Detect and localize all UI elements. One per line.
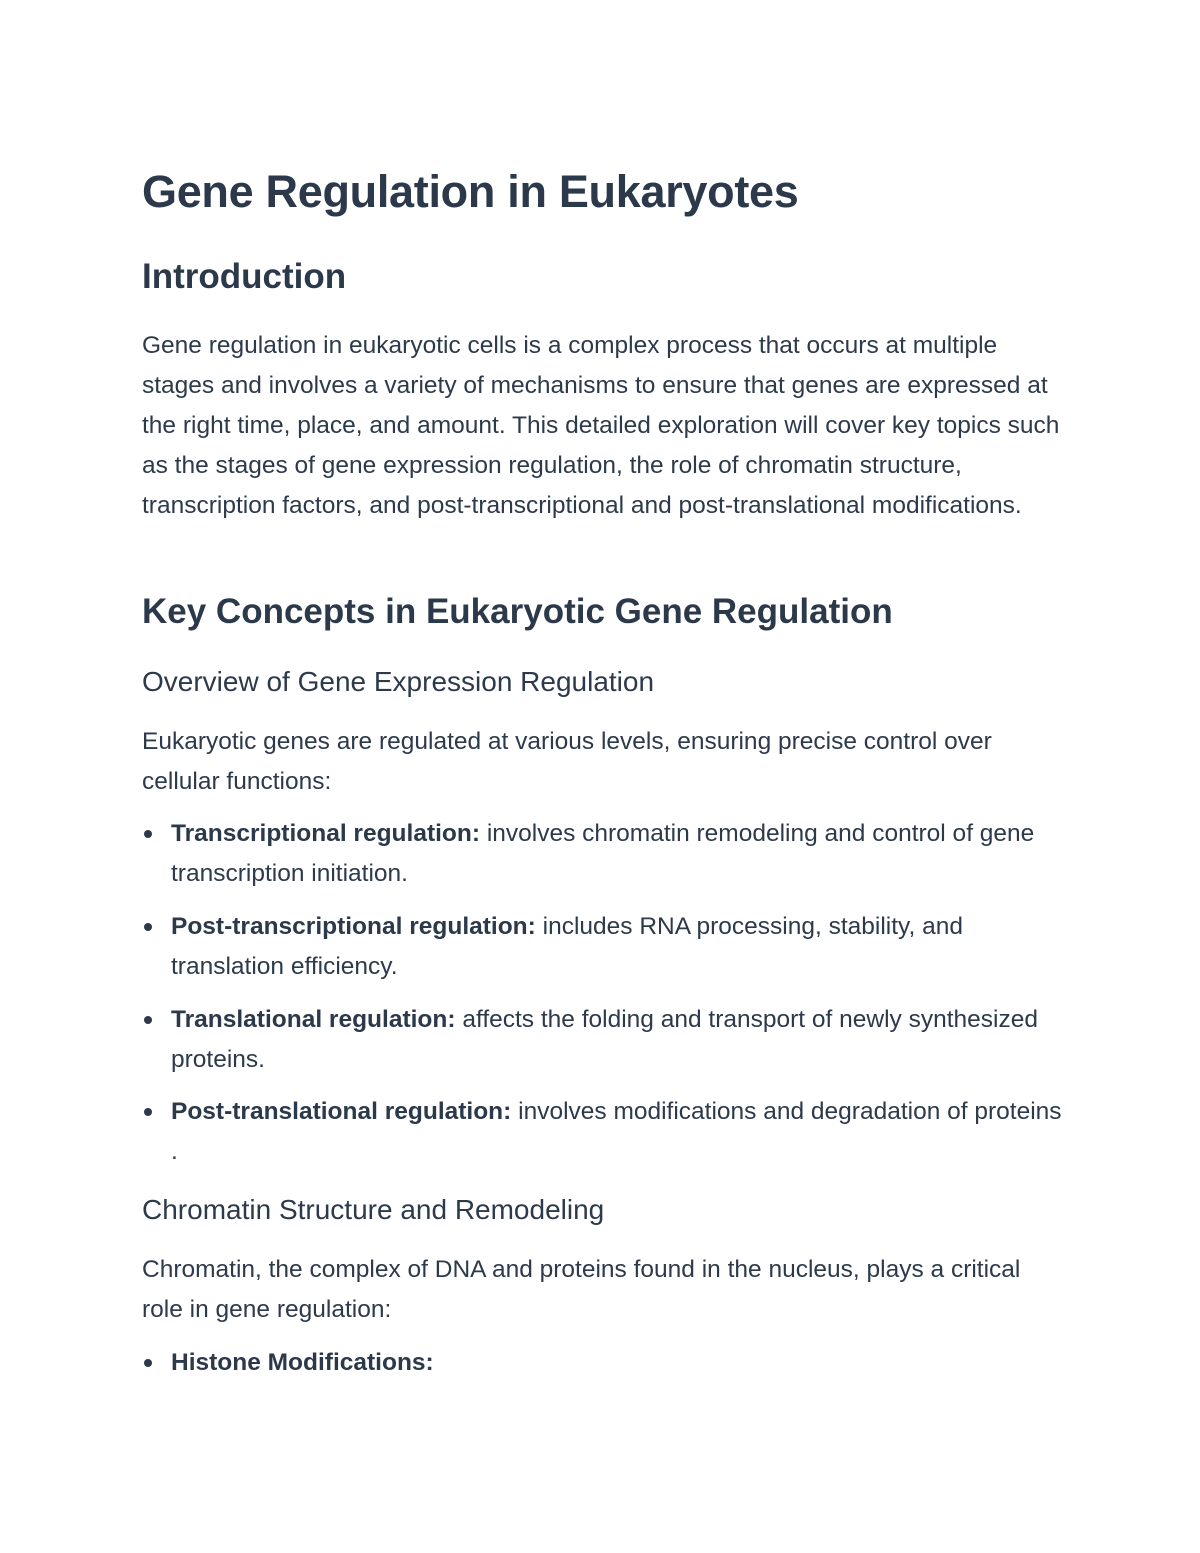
- list-item: [142, 814, 1067, 894]
- document-title: Gene Regulation in Eukaryotes: [142, 166, 799, 217]
- key-concepts-heading: Key Concepts in Eukaryotic Gene Regulation: [142, 592, 893, 631]
- list-item-text: [171, 1343, 1067, 1383]
- list-item-text: [171, 907, 1067, 987]
- bullet-icon: [144, 830, 152, 838]
- list-item: [142, 907, 1067, 987]
- list-item-term: Post-translational regulation:: [171, 1098, 512, 1125]
- list-item-description: involves modifications and degradation of proteins .: [171, 1098, 1062, 1165]
- list-item-text: [171, 1000, 1067, 1080]
- list-item-description: involves chromatin remodeling and control of gene transcription initiation.: [171, 820, 1035, 887]
- list-item-description: includes RNA processing, stability, and translation efficiency.: [171, 913, 963, 980]
- bullet-icon: [144, 1108, 152, 1116]
- list-item-term: Post-transcriptional regulation:: [171, 913, 536, 940]
- overview-paragraph: Eukaryotic genes are regulated at various levels, ensuring precise control over cellular functions:: [142, 728, 992, 795]
- chromatin-paragraph: Chromatin, the complex of DNA and proteins found in the nucleus, plays a critical role in gene regulation:: [142, 1256, 1021, 1323]
- intro-heading: Introduction: [142, 257, 347, 296]
- list-item-text: [171, 1092, 1067, 1172]
- list-item-term: Translational regulation:: [171, 1006, 456, 1033]
- list-item-term: Transcriptional regulation:: [171, 820, 481, 847]
- bullet-icon: [144, 1359, 152, 1367]
- list-item-description: affects the folding and transport of newly synthesized proteins.: [171, 1006, 1038, 1073]
- list-item-term: Histone Modifications:: [171, 1349, 434, 1376]
- overview-heading: Overview of Gene Expression Regulation: [142, 666, 655, 697]
- intro-paragraph: Gene regulation in eukaryotic cells is a complex process that occurs at multiple stages and involves a variety of mechanisms to ensure that genes are expressed at the right time, place, and amount. This detailed exploration will cover key topics such as the stages of gene expression regulation, the role of chromatin structure, transcription factors, and post-transcriptional and post-translational modifications.: [142, 332, 1060, 519]
- list-item-text: [171, 814, 1067, 894]
- list-item: [142, 1092, 1067, 1172]
- bullet-icon: [144, 1016, 152, 1024]
- chromatin-heading: Chromatin Structure and Remodeling: [142, 1194, 605, 1225]
- bullet-icon: [144, 923, 152, 931]
- list-item: [142, 1343, 1067, 1383]
- list-item: [142, 1000, 1067, 1080]
